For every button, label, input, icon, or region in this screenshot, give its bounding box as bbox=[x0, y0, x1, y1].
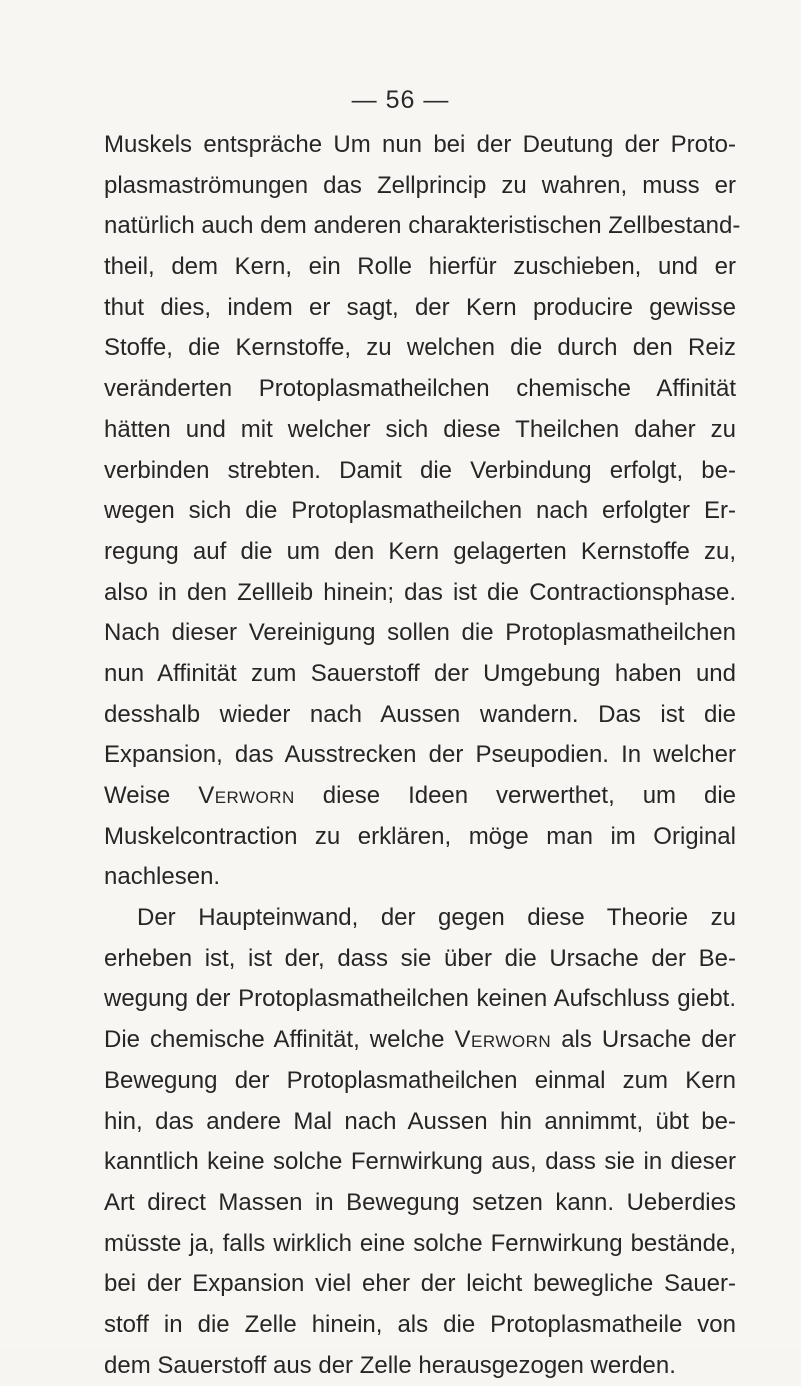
text-line: stoff in die Zelle hinein, als die Protoplasmatheile von bbox=[104, 1310, 736, 1338]
page-number: — 56 — bbox=[351, 86, 450, 114]
body-text bbox=[104, 125, 741, 1386]
text-line: Muskelcontraction zu erklären, möge man im Original bbox=[104, 822, 736, 850]
text-line: desshalb wieder nach Aussen wandern. Das ist die bbox=[104, 700, 736, 728]
author-name: Verworn bbox=[454, 1026, 552, 1054]
text-line: Bewegung der Protoplasmatheilchen einmal zum Kern bbox=[104, 1066, 736, 1094]
text-line: nachlesen. bbox=[104, 863, 221, 891]
text-line: wegen sich die Protoplasmatheilchen nach erfolgter Er- bbox=[104, 497, 736, 525]
text-line: Muskels entspräche Um nun bei der Deutung der Proto- bbox=[104, 131, 736, 158]
text-line: Nach dieser Vereinigung sollen die Protoplasmatheilchen bbox=[104, 619, 736, 647]
text-line: hätten und mit welcher sich diese Theilchen daher zu bbox=[104, 415, 736, 443]
text-line: verbinden strebten. Damit die Verbindung erfolgt, be- bbox=[104, 456, 736, 484]
text-line: Expansion, das Ausstrecken der Pseupodien. In welcher bbox=[104, 741, 736, 769]
text-line: bei der Expansion viel eher der leicht bewegliche Sauer- bbox=[104, 1270, 736, 1298]
text-line: veränderten Protoplasmatheilchen chemische Affinität bbox=[104, 375, 736, 403]
text-line: kanntlich keine solche Fernwirkung aus, dass sie in dieser bbox=[104, 1148, 736, 1176]
text-line: erheben ist, ist der, dass sie über die Ursache der Be- bbox=[104, 944, 736, 972]
text-line: Der Haupteinwand, der gegen diese Theorie zu bbox=[137, 904, 736, 932]
text-line: theil, dem Kern, ein Rolle hierfür zuschieben, und er bbox=[104, 253, 736, 281]
text-line: nun Affinität zum Sauerstoff der Umgebung haben und bbox=[104, 659, 736, 687]
text-line: natürlich auch dem anderen charakteristischen Zellbestand- bbox=[104, 212, 741, 240]
author-name: Verworn bbox=[198, 782, 295, 809]
text-line: regung auf die um den Kern gelagerten Kernstoffe zu, bbox=[104, 537, 736, 565]
text-line: wegung der Protoplasmatheilchen keinen Aufschluss giebt. bbox=[104, 985, 736, 1013]
text-line: Die chemische Affinität, welche Verworn als Ursache der bbox=[104, 1026, 736, 1054]
text-line: hin, das andere Mal nach Aussen hin annimmt, übt be- bbox=[104, 1107, 736, 1135]
text-line: Art direct Massen in Bewegung setzen kann. Ueberdies bbox=[104, 1188, 736, 1216]
text-line: plasmaströmungen das Zellprincip zu wahren, muss er bbox=[104, 171, 736, 199]
text-line: also in den Zellleib hinein; das ist die Contractionsphase. bbox=[104, 578, 736, 606]
text-line: dem Sauerstoff aus der Zelle herausgezogen werden. bbox=[104, 1351, 676, 1379]
text-line: thut dies, indem er sagt, der Kern producire gewisse bbox=[104, 293, 736, 321]
text-line: Stoffe, die Kernstoffe, zu welchen die durch den Reiz bbox=[104, 334, 736, 362]
text-line: Weise Verworn diese Ideen verwerthet, um die bbox=[104, 782, 736, 809]
text-line: müsste ja, falls wirklich eine solche Fernwirkung bestände, bbox=[104, 1229, 736, 1257]
